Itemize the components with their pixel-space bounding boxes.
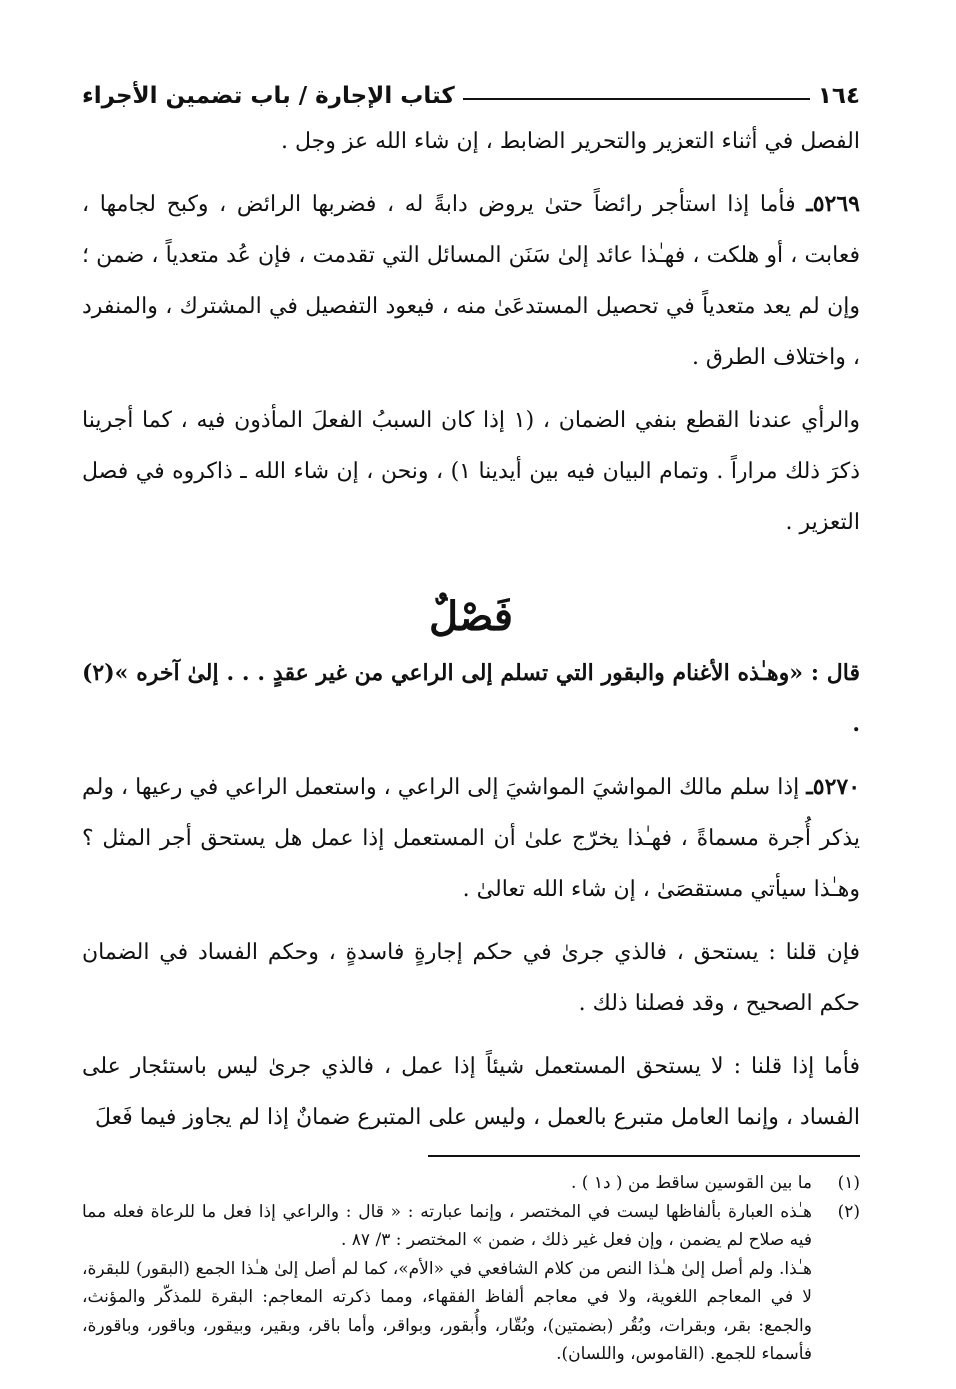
- footnote-1: [82, 1169, 860, 1198]
- page-number: ١٦٤: [817, 83, 860, 109]
- footnotes: [82, 1169, 860, 1369]
- paragraph-number: ٥٢٧٠ـ: [806, 774, 861, 800]
- section-heading-fasl: فَصْلٌ: [428, 593, 514, 640]
- footnote-2: [82, 1198, 860, 1255]
- paragraph-if-entitled: فإن قلنا : يستحق ، فالذي جرىٰ في حكم إجارةٍ فاسدةٍ ، وحكم الفساد في الضمان حكم الصحيح ، وقد فصلنا ذلك .: [82, 940, 860, 1016]
- footnote-text: هـٰذه العبارة بألفاظها ليست في المختصر ، وإنما عبارته : « قال : والراعي إذا فعل ما للرعاة فعله مما فيه صلاح لم يضمن ، وإن فعل غير ذلك ، ضمن » المختصر : ٣/ ٨٧ .: [82, 1201, 812, 1250]
- quoted-text: قال : «وهـٰذه الأغنام والبقور التي تسلم إلى الراعي من غير عقدٍ . . . إلىٰ آخره »(٢) .: [82, 660, 860, 737]
- footnote-separator: [428, 1155, 860, 1157]
- paragraph-text: فأما إذا استأجر رائضاً حتىٰ يروض دابةً له ، فضربها الرائض ، وكبح لجامها ، فعابت ، أو هلكت ، فهـٰذا عائد إلىٰ سَنَن المسائل التي تقدمت ، فإن عُد متعدياً ، ضمن ؛ وإن لم يعد متعدياً في تحصيل المستدعَىٰ منه ، فيعود التفصيل في المشترك ، والمنفرد ، واختلاف الطرق .: [82, 192, 860, 370]
- header-rule: [463, 98, 810, 100]
- paragraph-if-not-entitled: فأما إذا قلنا : لا يستحق المستعمل شيئاً إذا عمل ، فالذي جرىٰ ليس باستئجار على الفساد ، وإنما العامل متبرع بالعمل ، وليس على المتبرع ضمانٌ إذا لم يجاوز فيما فَعلَ: [82, 1054, 860, 1130]
- header-title: كتاب الإجارة / باب تضمين الأجراء: [82, 83, 455, 109]
- footnote-number: (١): [837, 1173, 860, 1193]
- paragraph-opinion: والرأي عندنا القطع بنفي الضمان ، (١ إذا كان السببُ الفعلَ المأذون فيه ، كما أجرينا ذكرَ ذلك مراراً . وتمام البيان فيه بين أيدينا ١) ، ونحن ، إن شاء الله ـ ذاكروه في فصل التعزير .: [82, 408, 860, 535]
- main-text: [82, 116, 860, 1143]
- footnote-text: ما بين القوسين ساقط من ( د١ ) .: [570, 1173, 812, 1193]
- paragraph-5269: [82, 179, 860, 383]
- paragraph-5270: [82, 762, 860, 915]
- paragraph-number: ٥٢٦٩ـ: [806, 191, 860, 217]
- running-header: [82, 76, 860, 116]
- paragraph-continuation: الفصل في أثناء التعزير والتحرير الضابط ، إن شاء الله عز وجل .: [280, 129, 860, 154]
- footnote-number: (٢): [837, 1201, 860, 1222]
- footnote-2-continuation: هـٰذا. ولم أصل إلىٰ هـٰذا النص من كلام الشافعي في «الأم»، كما لم أصل إلىٰ هـٰذا الجمع (البقور) للبقرة، لا في المعاجم اللغوية، ولا في معاجم ألفاظ الفقهاء، ومما ذكرته المعاجم: البقرة للمذكّر والمؤنث، والجمع: بقر، وبقرات، وبُقُر (بضمتين)، وبُقّار، وأُبقور، وبواقر، وأما باقر، وبقير، وبيقور، وباقور، وباقورة، فأسماء للجمع. (القاموس، واللسان).: [82, 1258, 812, 1364]
- paragraph-text: إذا سلم مالك المواشيَ المواشيَ إلى الراعي ، واستعمل الراعي في رعيها ، ولم يذكر أُجرة مسماةً ، فهـٰذا يخرّج علىٰ أن المستعمل إذا عمل هل يستحق أجر المثل ؟ وهـٰذا سيأتي مستقصَىٰ ، إن شاء الله تعالىٰ .: [82, 775, 860, 902]
